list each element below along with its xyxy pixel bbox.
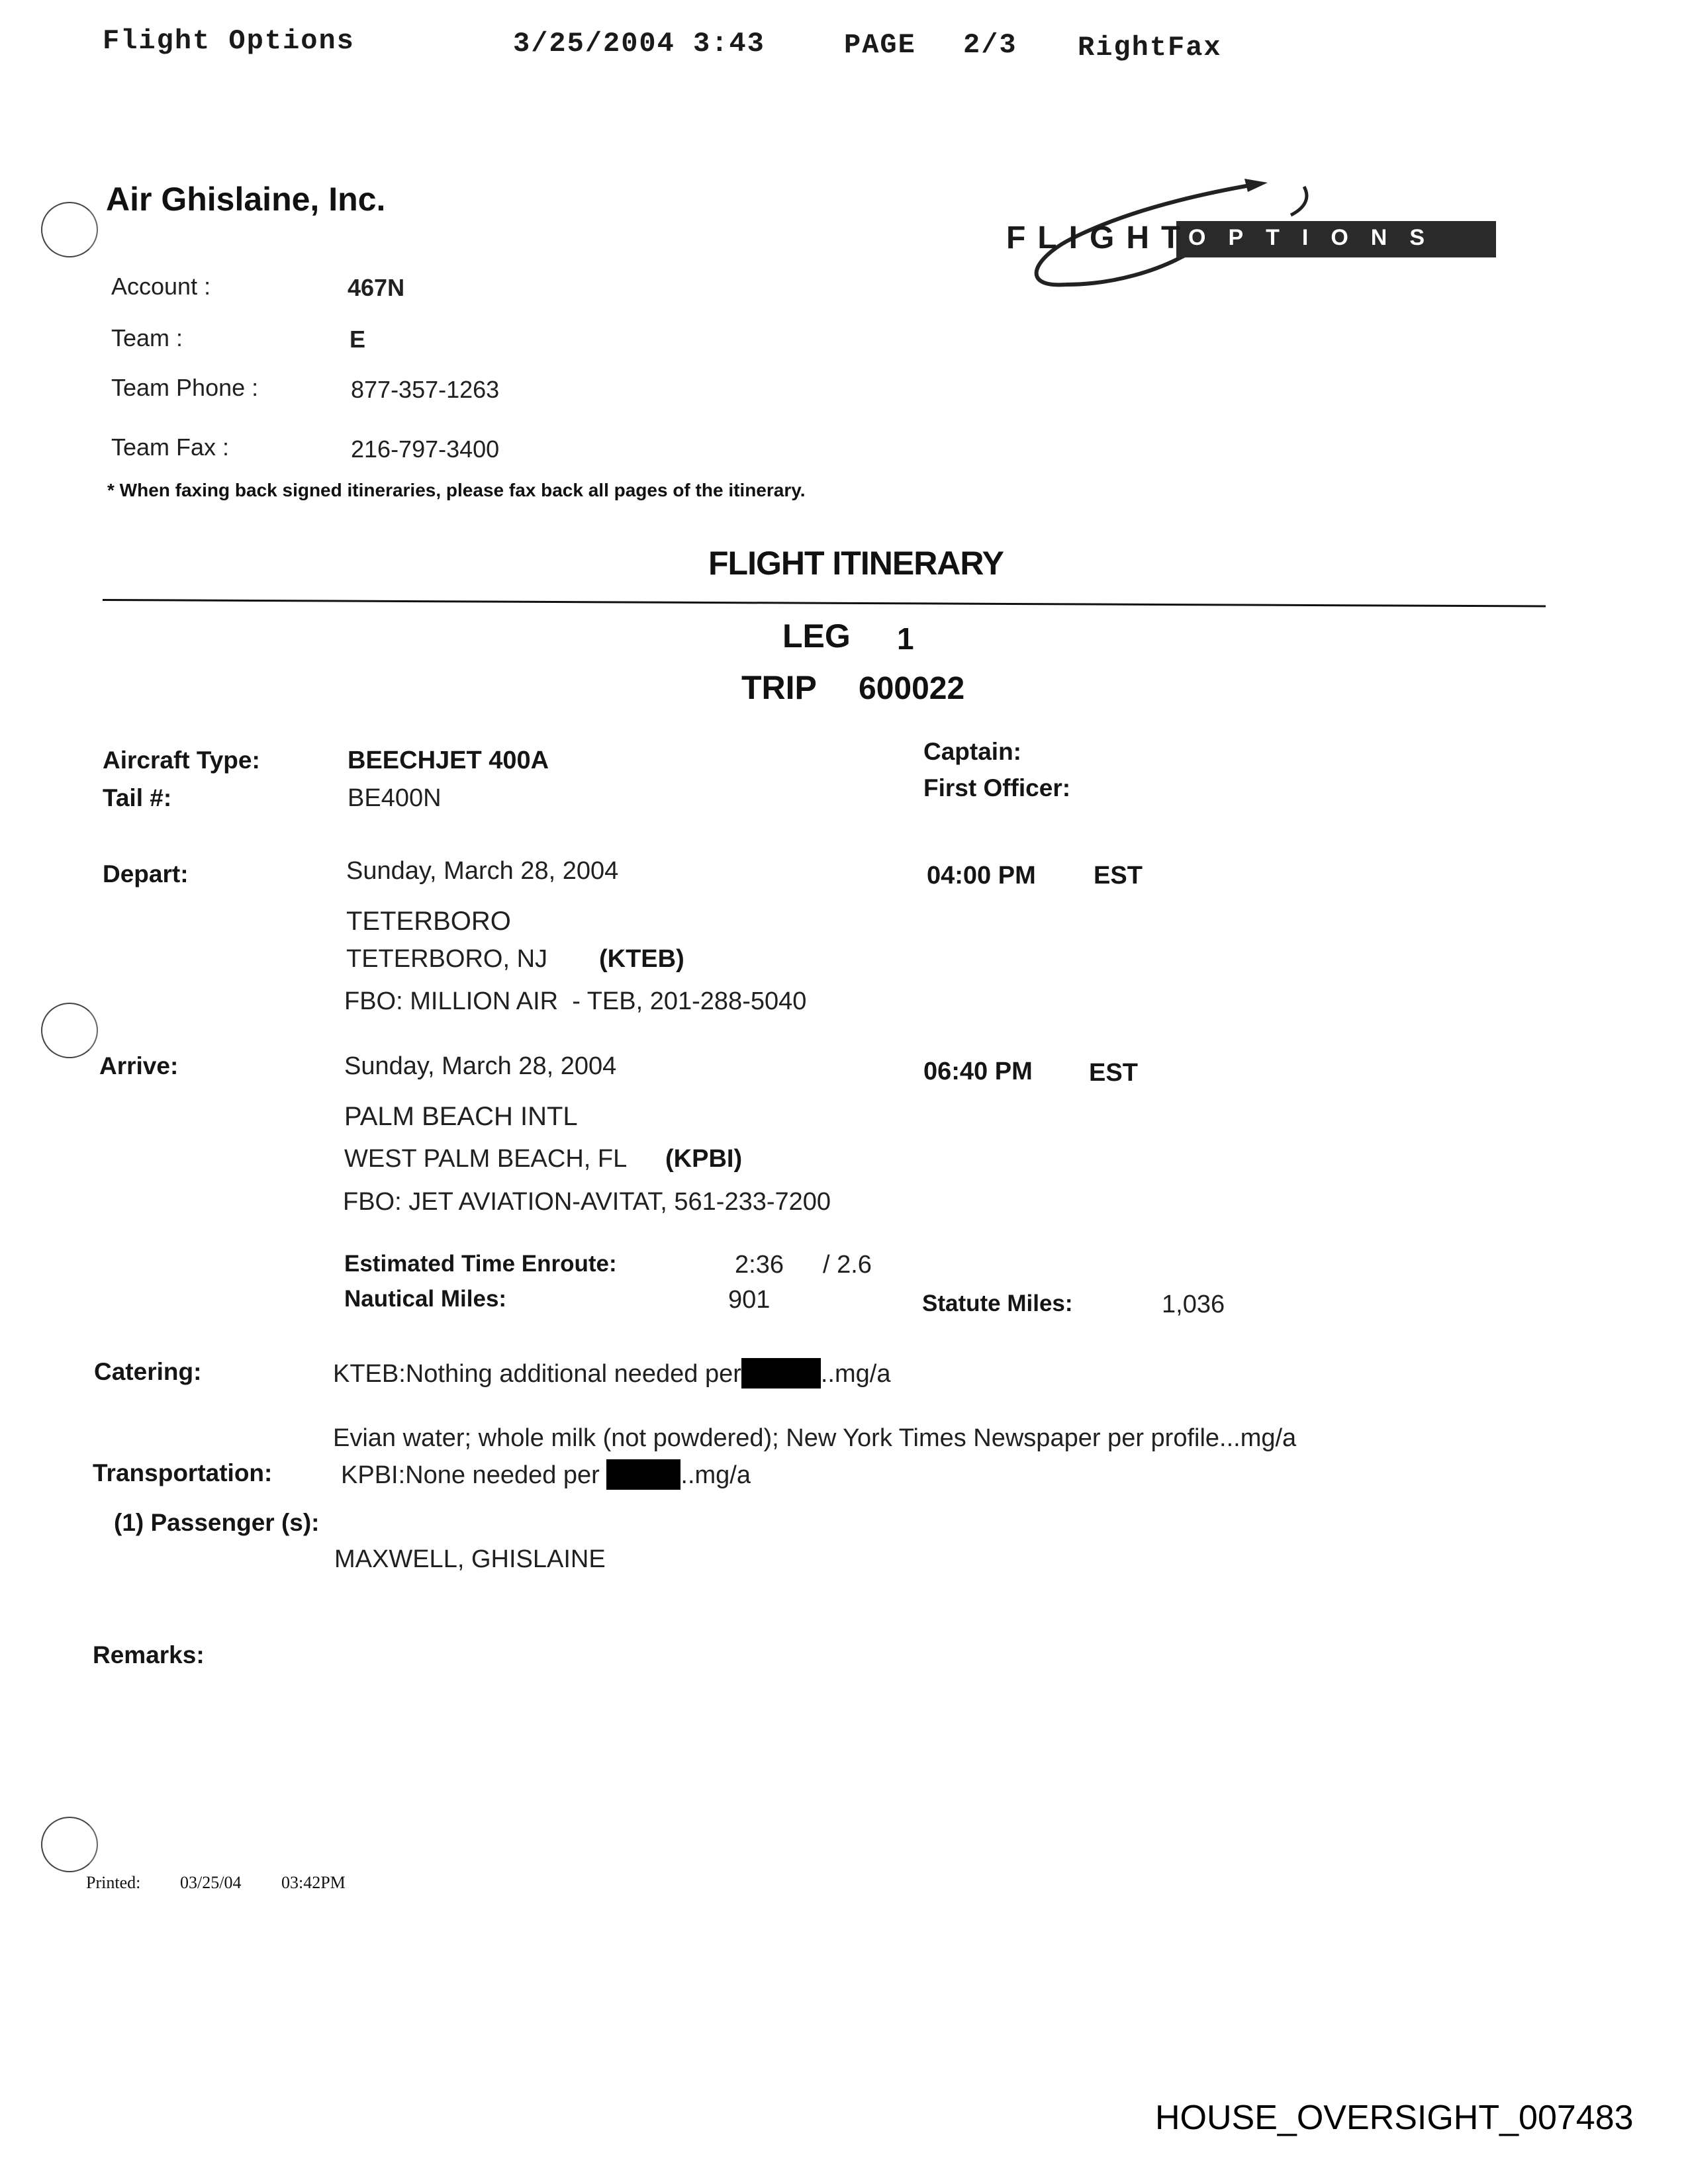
aircraft-type-value: BEECHJET 400A: [348, 747, 549, 774]
transportation-line: [341, 1459, 751, 1490]
nautical-miles-value: 901: [728, 1286, 771, 1314]
bates-number: HOUSE_OVERSIGHT_007483: [1155, 2099, 1634, 2137]
fax-page-label: PAGE: [844, 29, 916, 61]
fax-datetime: 3/25/2004 3:43: [513, 28, 765, 60]
team-phone-value: 877-357-1263: [351, 376, 500, 403]
tail-label: Tail #:: [103, 784, 172, 811]
catering-line-1-suffix: ..mg/a: [820, 1360, 891, 1388]
fax-page-number: 2/3: [963, 29, 1017, 61]
ete-decimal: / 2.6: [823, 1251, 872, 1279]
passengers-label: (1) Passenger (s):: [114, 1509, 320, 1536]
logo-options-text: OPTIONS: [1188, 225, 1448, 250]
depart-fbo: FBO: MILLION AIR - TEB, 201-288-5040: [344, 987, 807, 1015]
passenger-name: MAXWELL, GHISLAINE: [334, 1545, 606, 1573]
first-officer-label: First Officer:: [923, 774, 1071, 801]
leg-label: LEG: [782, 617, 851, 655]
statute-miles-value: 1,036: [1162, 1291, 1225, 1318]
fax-sender: Flight Options: [103, 25, 355, 57]
itinerary-title: FLIGHT ITINERARY: [708, 545, 1004, 582]
trip-label: TRIP: [741, 669, 817, 706]
statute-miles-label: Statute Miles:: [922, 1291, 1073, 1316]
catering-line-2: Evian water; whole milk (not powdered); New York Times Newspaper per profile...mg/a: [333, 1424, 1297, 1452]
redaction-box: [606, 1459, 680, 1490]
transportation-label: Transportation:: [93, 1459, 273, 1486]
ete-value: 2:36: [735, 1251, 784, 1279]
leg-number: 1: [897, 621, 914, 656]
redaction-box: [741, 1358, 821, 1388]
account-label: Account :: [111, 273, 211, 300]
depart-timezone: EST: [1094, 862, 1143, 889]
arrive-city: WEST PALM BEACH, FL: [344, 1145, 628, 1173]
team-fax-value: 216-797-3400: [351, 435, 500, 463]
nautical-miles-label: Nautical Miles:: [344, 1286, 507, 1312]
transportation-suffix: ..mg/a: [680, 1461, 751, 1489]
catering-label: Catering:: [94, 1358, 202, 1385]
depart-city: TETERBORO, NJ: [346, 945, 548, 973]
team-label: Team :: [111, 324, 183, 351]
trip-number: 600022: [859, 671, 965, 706]
arrive-time: 06:40 PM: [923, 1058, 1033, 1085]
depart-date: Sunday, March 28, 2004: [346, 857, 619, 885]
depart-airport-code: (KTEB): [599, 945, 684, 973]
arrive-label: Arrive:: [99, 1052, 179, 1079]
depart-time: 04:00 PM: [927, 862, 1036, 889]
client-name: Air Ghislaine, Inc.: [106, 181, 386, 218]
punch-hole-top: [41, 202, 98, 257]
catering-line-1-text: KTEB:Nothing additional needed per: [333, 1360, 741, 1388]
arrive-timezone: EST: [1089, 1059, 1138, 1087]
depart-airport: TETERBORO: [346, 907, 511, 936]
title-divider: [103, 599, 1546, 608]
ete-label: Estimated Time Enroute:: [344, 1251, 617, 1277]
punch-hole-bottom: [41, 1817, 98, 1872]
flight-options-logo: [993, 179, 1496, 298]
transportation-text: KPBI:None needed per: [341, 1461, 600, 1489]
logo-flight-text: FLIGHT: [1006, 220, 1193, 255]
catering-line-1: [333, 1358, 890, 1388]
team-value: E: [350, 326, 366, 353]
aircraft-type-label: Aircraft Type:: [103, 747, 260, 774]
tail-value: BE400N: [348, 784, 442, 812]
arrive-airport-code: (KPBI): [665, 1145, 743, 1173]
captain-label: Captain:: [923, 738, 1021, 765]
arrive-airport: PALM BEACH INTL: [344, 1102, 578, 1131]
remarks-label: Remarks:: [93, 1641, 205, 1668]
team-fax-label: Team Fax :: [111, 433, 230, 461]
account-value: 467N: [348, 274, 405, 301]
depart-label: Depart:: [103, 860, 189, 887]
punch-hole-middle: [41, 1003, 98, 1058]
team-phone-label: Team Phone :: [111, 374, 259, 401]
printed-label: Printed:: [86, 1873, 141, 1892]
arrive-date: Sunday, March 28, 2004: [344, 1052, 617, 1080]
arrive-fbo: FBO: JET AVIATION-AVITAT, 561-233-7200: [343, 1188, 831, 1216]
printed-time: 03:42PM: [281, 1873, 346, 1892]
printed-date: 03/25/04: [180, 1873, 242, 1892]
fax-service: RightFax: [1078, 32, 1222, 64]
fax-back-note: * When faxing back signed itineraries, please fax back all pages of the itinerary.: [107, 480, 806, 500]
